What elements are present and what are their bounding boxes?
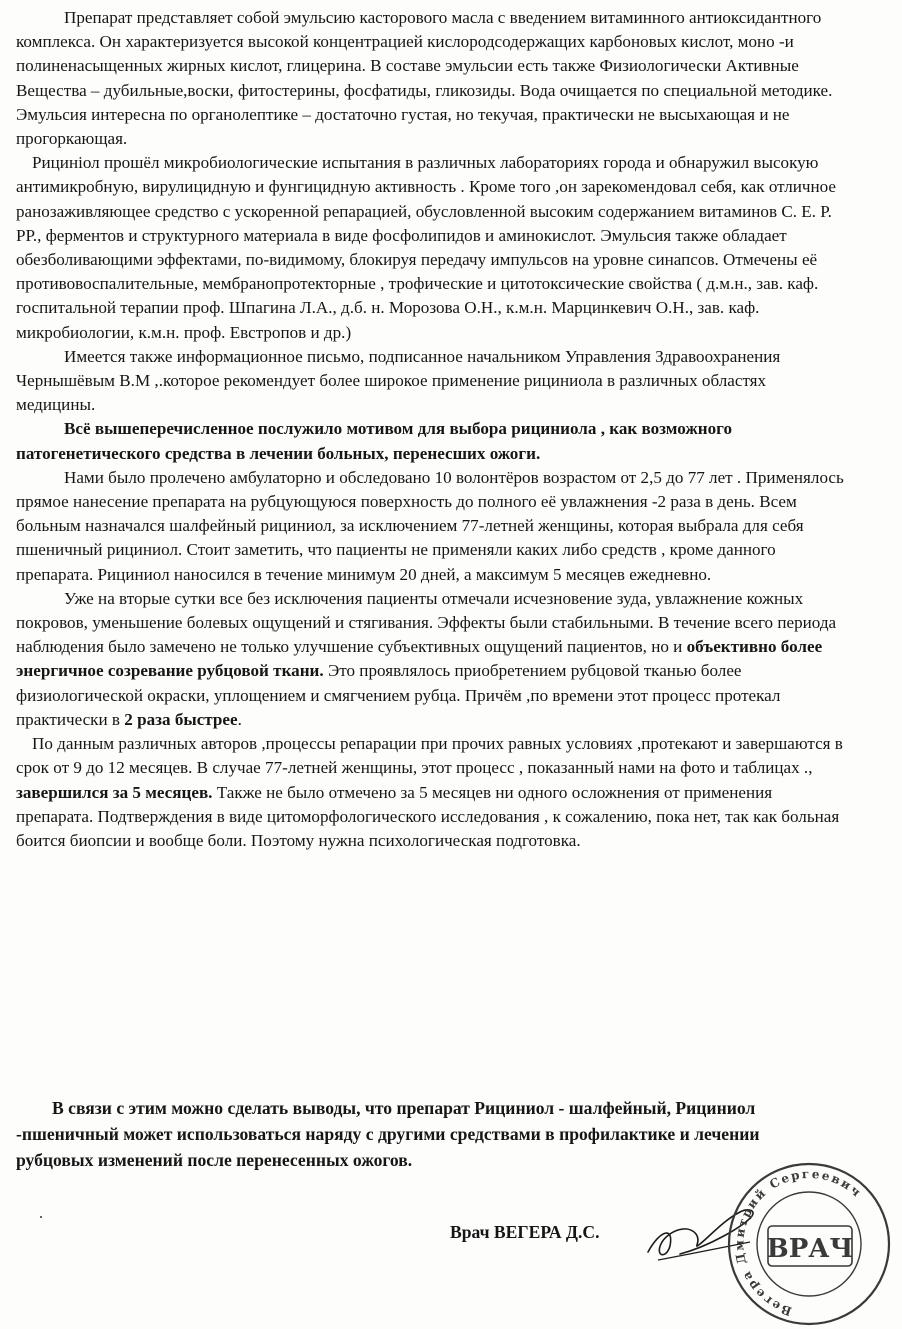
speck [40,1216,42,1218]
document-body [16,6,848,853]
paragraph-microbiology: Рицинiол прошёл микробиологические испытания в различных лабораториях города и обнаружил высокую антимикробную, вирулицидную и фунгицидную активность . Кроме того ,он зарекомендовал себя, как отличное ранозаживляющее средство с ускоренной репарацией, обусловленной высоким содержанием витаминов С. Е. Р. РР., ферментов и структурного материала в виде фосфолипидов и аминокислот. Эмульсия также обладает обезболивающими эффектами, по-видимому, блокируя передачу импульсов на уровне синапсов. Отмечены её противовоспалительные, мембранопротекторные , трофические и цитотоксические свойства ( д.м.н., зав. каф. госпитальной терапии проф. Шпагина Л.А., д.б. н. Морозова О.Н., к.м.н. Марцинкевич О.Н., зав. каф. микробиологии, к.м.н. проф. Евстропов и др.) [16,153,836,342]
results-text-2: Это проявлялось приобретением рубцовой тканью более физиологической окраски, уплощением и смягчением рубца. Причём ,по времени этот процесс протекал практически в [16,661,781,729]
paragraph-motivation: Всё вышеперечисленное послужило мотивом для выбора рициниола , как возможного патогенетического средства в лечении больных, перенесших ожоги. [16,419,733,463]
paragraph-info-letter: Имеется также информационное письмо, подписанное начальником Управления Здравоохранения Чернышёвым В.М ,.которое рекомендует более широкое применение рициниола в различных областях медицины. [16,346,781,415]
stamp-center-text: ВРАЧ [766,1234,854,1264]
comparison-text-1: По данным различных авторов ,процессы репарации при прочих равных условиях ,протекают и завершаются в срок от 9 до 12 месяцев. В случае 77-летней женщины, этот процесс , показанный нами на фото и таблицах ., [16,734,843,778]
paragraph-description: Препарат представляет собой эмульсию касторового масла с введением витаминного антиоксидантного комплекса. Он характеризуется высокой концентрацией кислородсодержащих карбоновых кислот, моно -и полиненасыщенных жирных кислот, глицерина. В составе эмульсии есть также Физиологически Активные Вещества – дубильные,воски, фитостерины, фосфатиды, гликозиды. Вода очищается по специальной методике. Эмульсия интересна по органолептике – достаточно густая, но текучая, практически не высыхающая и не прогоркающая. [16,8,833,149]
conclusion-text: В связи с этим можно сделать выводы, что препарат Рициниол - шалфейный, Рициниол -пшеничный может использоваться наряду с другими средствами в профилактике и лечении рубцовых изменений после перенесенных ожогов. [16,1098,760,1170]
signature-label: Врач ВЕГЕРА Д.С. [450,1222,600,1242]
comparison-bold: завершился за 5 месяцев. [16,782,213,802]
paragraph-treatment: Нами было пролечено амбулаторно и обследовано 10 волонтёров возрастом от 2,5 до 77 лет . Применялось прямое нанесение препарата на рубцующуюся поверхность до полного её увлажнения -2 раза в день. Всем больным назначался шалфейный рициниол, за исключением 77-летней женщины, которая выбрала для себя пшеничный рициниол. Стоит заметить, что пациенты не применяли каких либо средств , кроме данного препарата. Рициниол наносился в течение минимум 20 дней, а максимум 5 месяцев ежедневно. [16,467,844,584]
comparison-text-2: Также не было отмечено за 5 месяцев ни одного осложнения от применения препарата. Подтверждения в виде цитоморфологического исследования , к сожалению, пока нет, так как больная боится биопсии и вообще боли. Поэтому нужна психологическая подготовка. [16,782,840,850]
results-text-1: Уже на вторые сутки все без исключения пациенты отмечали исчезновение зуда, увлажнение кожных покровов, уменьшение болевых ощущений и стягивания. Эффекты были стабильными. В течение всего периода наблюдения было замечено не только улучшение субъективных ощущений пациентов, но и [16,588,837,657]
paragraph-results [16,587,848,732]
stamp-ring-text: Вегера Дмитрий Сергеевич [732,1166,865,1319]
results-text-3: . [237,709,242,729]
conclusion [16,1095,836,1173]
results-bold-2: 2 раза быстрее [124,709,238,729]
round-stamp [722,1160,897,1329]
paragraph-comparison [16,732,848,853]
results-bold-1: объективно более энергичное созревание рубцовой ткани. [16,637,823,681]
